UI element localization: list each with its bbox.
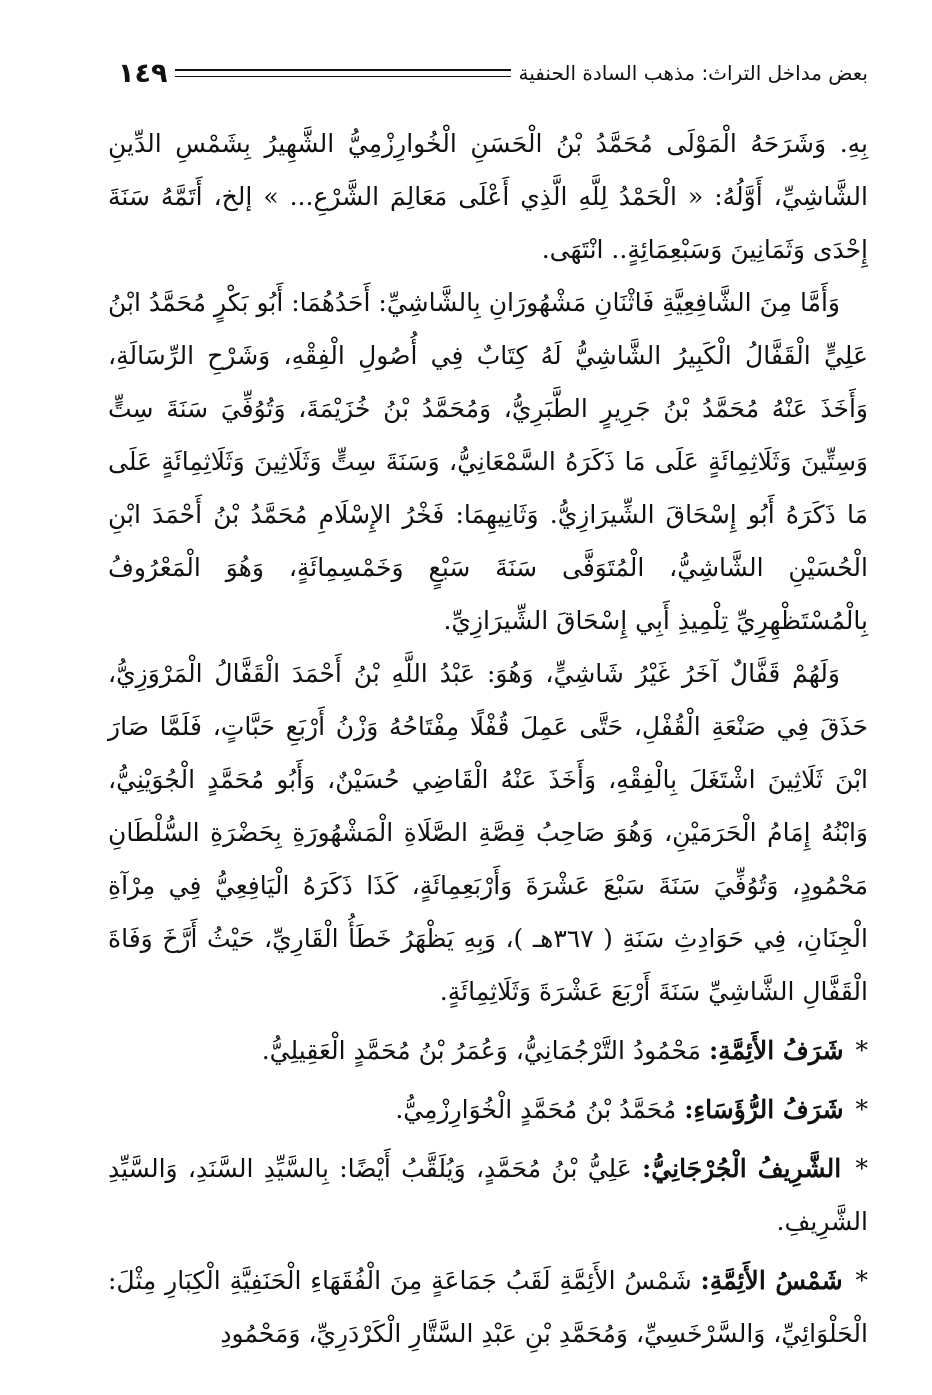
entry-text: مُحَمَّدُ بْنُ مُحَمَّدٍ الْخُوَارِزْمِيُّ. bbox=[395, 1095, 685, 1124]
entry-term: الشَّرِيفُ الْجُرْجَانِيُّ: bbox=[642, 1154, 842, 1183]
page-number: ١٤٩ bbox=[118, 57, 168, 89]
entry-term: شَرَفُ الأَئِمَّةِ: bbox=[708, 1036, 844, 1065]
running-title: بعض مداخل التراث: مذهب السادة الحنفية bbox=[518, 61, 868, 85]
entry-shams-al-aimma bbox=[108, 1254, 868, 1360]
entry-bullet: * bbox=[855, 1095, 868, 1124]
paragraph-2: وَأَمَّا مِنَ الشَّافِعِيَّةِ فَاثْنَانِ مَشْهُورَانِ بِالشَّاشِيِّ: أَحَدُهُمَا: أَبُو بَكْرٍ مُحَمَّدُ ابْنُ عَلِيٍّ الْقَفَّالُ الْكَبِيرُ الشَّاشِيُّ لَهُ كِتَابٌ فِي أُصُولِ الْفِقْهِ، وَشَرْحِ الرِّسَالَةِ، وَأَخَذَ عَنْهُ مُحَمَّدُ بْنُ جَرِيرٍ الطَّبَرِيُّ، وَمُحَمَّدُ بْنُ خُزَيْمَةَ، وَتُوُفِّيَ سَنَةَ سِتٍّ وَسِتِّينَ وَثَلَاثِمِائَةٍ عَلَى مَا ذَكَرَهُ السَّمْعَانِيُّ، وَسَنَةَ سِتٍّ وَثَلَاثِينَ وَثَلَاثِمِائَةٍ عَلَى مَا ذَكَرَهُ أَبُو إِسْحَاقَ الشِّيرَازِيُّ. وَثَانِيهِمَا: فَخْرُ الإِسْلَامِ مُحَمَّدُ بْنُ أَحْمَدَ ابْنِ الْحُسَيْنِ الشَّاشِيُّ، الْمُتَوَفَّى سَنَةَ سَبْعٍ وَخَمْسِمِائَةٍ، وَهُوَ الْمَعْرُوفُ بِالْمُسْتَظْهِرِيِّ تِلْمِيذِ أَبِي إِسْحَاقَ الشِّيرَازِيِّ. bbox=[108, 288, 868, 635]
entry-text: عَلِيُّ بْنُ مُحَمَّدٍ، وَيُلَقَّبُ أَيْضًا: بِالسَّيِّدِ السَّنَدِ، وَالسَّيِّدِ الشَّرِيفِ. bbox=[108, 1154, 868, 1236]
header-rule bbox=[175, 69, 510, 77]
entry-text: شَمْسُ الأَئِمَّةِ لَقَبُ جَمَاعَةٍ مِنَ الْفُقَهَاءِ الْحَنَفِيَّةِ الْكِبَارِ مِثْلَ: الْحَلْوَائِيِّ، وَالسَّرْخَسِيِّ، وَمُحَمَّدِ بْنِ عَبْدِ السَّتَّارِ الْكَرْدَرِيِّ، وَمَحْمُودِ bbox=[108, 1266, 868, 1348]
entry-text: مَحْمُودُ التَّرْجُمَانِيُّ، وَعُمَرُ بْنُ مُحَمَّدٍ الْعَقِيلِيُّ. bbox=[261, 1036, 709, 1065]
entry-term: شَمْسُ الأَئِمَّةِ: bbox=[700, 1266, 843, 1295]
entry-sharif-jurjani bbox=[108, 1142, 868, 1248]
running-header bbox=[118, 55, 868, 91]
entry-term: شَرَفُ الرُّؤَسَاءِ: bbox=[684, 1095, 844, 1124]
entry-bullet: * bbox=[855, 1036, 868, 1065]
entry-bullet: * bbox=[855, 1266, 869, 1295]
page-body bbox=[108, 117, 869, 1348]
paragraph-3: وَلَهُمْ قَفَّالٌ آخَرُ غَيْرُ شَاشِيٍّ، وَهُوَ: عَبْدُ اللَّهِ بْنُ أَحْمَدَ الْقَفَّالُ الْمَرْوَزِيُّ، حَذَقَ فِي صَنْعَةِ الْقُفْلِ، حَتَّى عَمِلَ قُفْلًا مِفْتَاحُهُ وَزْنُ أَرْبَعِ حَبَّاتٍ، فَلَمَّا صَارَ ابْنَ ثَلَاثِينَ اشْتَغَلَ بِالْفِقْهِ، وَأَخَذَ عَنْهُ الْقَاضِي حُسَيْنٌ، وَأَبُو مُحَمَّدٍ الْجُوَيْنِيُّ، وَابْنُهُ إِمَامُ الْحَرَمَيْنِ، وَهُوَ صَاحِبُ قِصَّةِ الصَّلَاةِ الْمَشْهُورَةِ بِحَضْرَةِ السُّلْطَانِ مَحْمُودٍ، وَتُوُفِّيَ سَنَةَ سَبْعَ عَشْرَةَ وَأَرْبَعِمِائَةٍ، كَذَا ذَكَرَهُ الْيَافِعِيُّ فِي مِرْآةِ الْجِنَانِ، فِي حَوَادِثِ سَنَةِ ( ٣٦٧هـ )، وَبِهِ يَظْهَرُ خَطَأُ الْقَارِيِّ، حَيْثُ أَرَّخَ وَفَاةَ الْقَفَّالِ الشَّاشِيِّ سَنَةَ أَرْبَعَ عَشْرَةَ وَثَلَاثِمِائَةٍ. bbox=[108, 659, 868, 1006]
entry-bullet: * bbox=[855, 1154, 868, 1183]
entry-sharaf-al-aimma bbox=[108, 1024, 868, 1077]
entry-sharaf-al-ruasa bbox=[108, 1083, 868, 1136]
paragraph-1: بِهِ. وَشَرَحَهُ الْمَوْلَى مُحَمَّدُ بْنُ الْحَسَنِ الْخُوارِزْمِيُّ الشَّهِيرُ بِشَمْسِ الدِّينِ الشَّاشِيِّ، أَوَّلُهُ: « الْحَمْدُ لِلَّهِ الَّذِي أَعْلَى مَعَالِمَ الشَّرْعِ... » إلخ، أَتَمَّهُ سَنَةَ إِحْدَى وَثَمَانِينَ وَسَبْعِمَائِةٍ.. انْتَهَى. bbox=[108, 129, 868, 264]
